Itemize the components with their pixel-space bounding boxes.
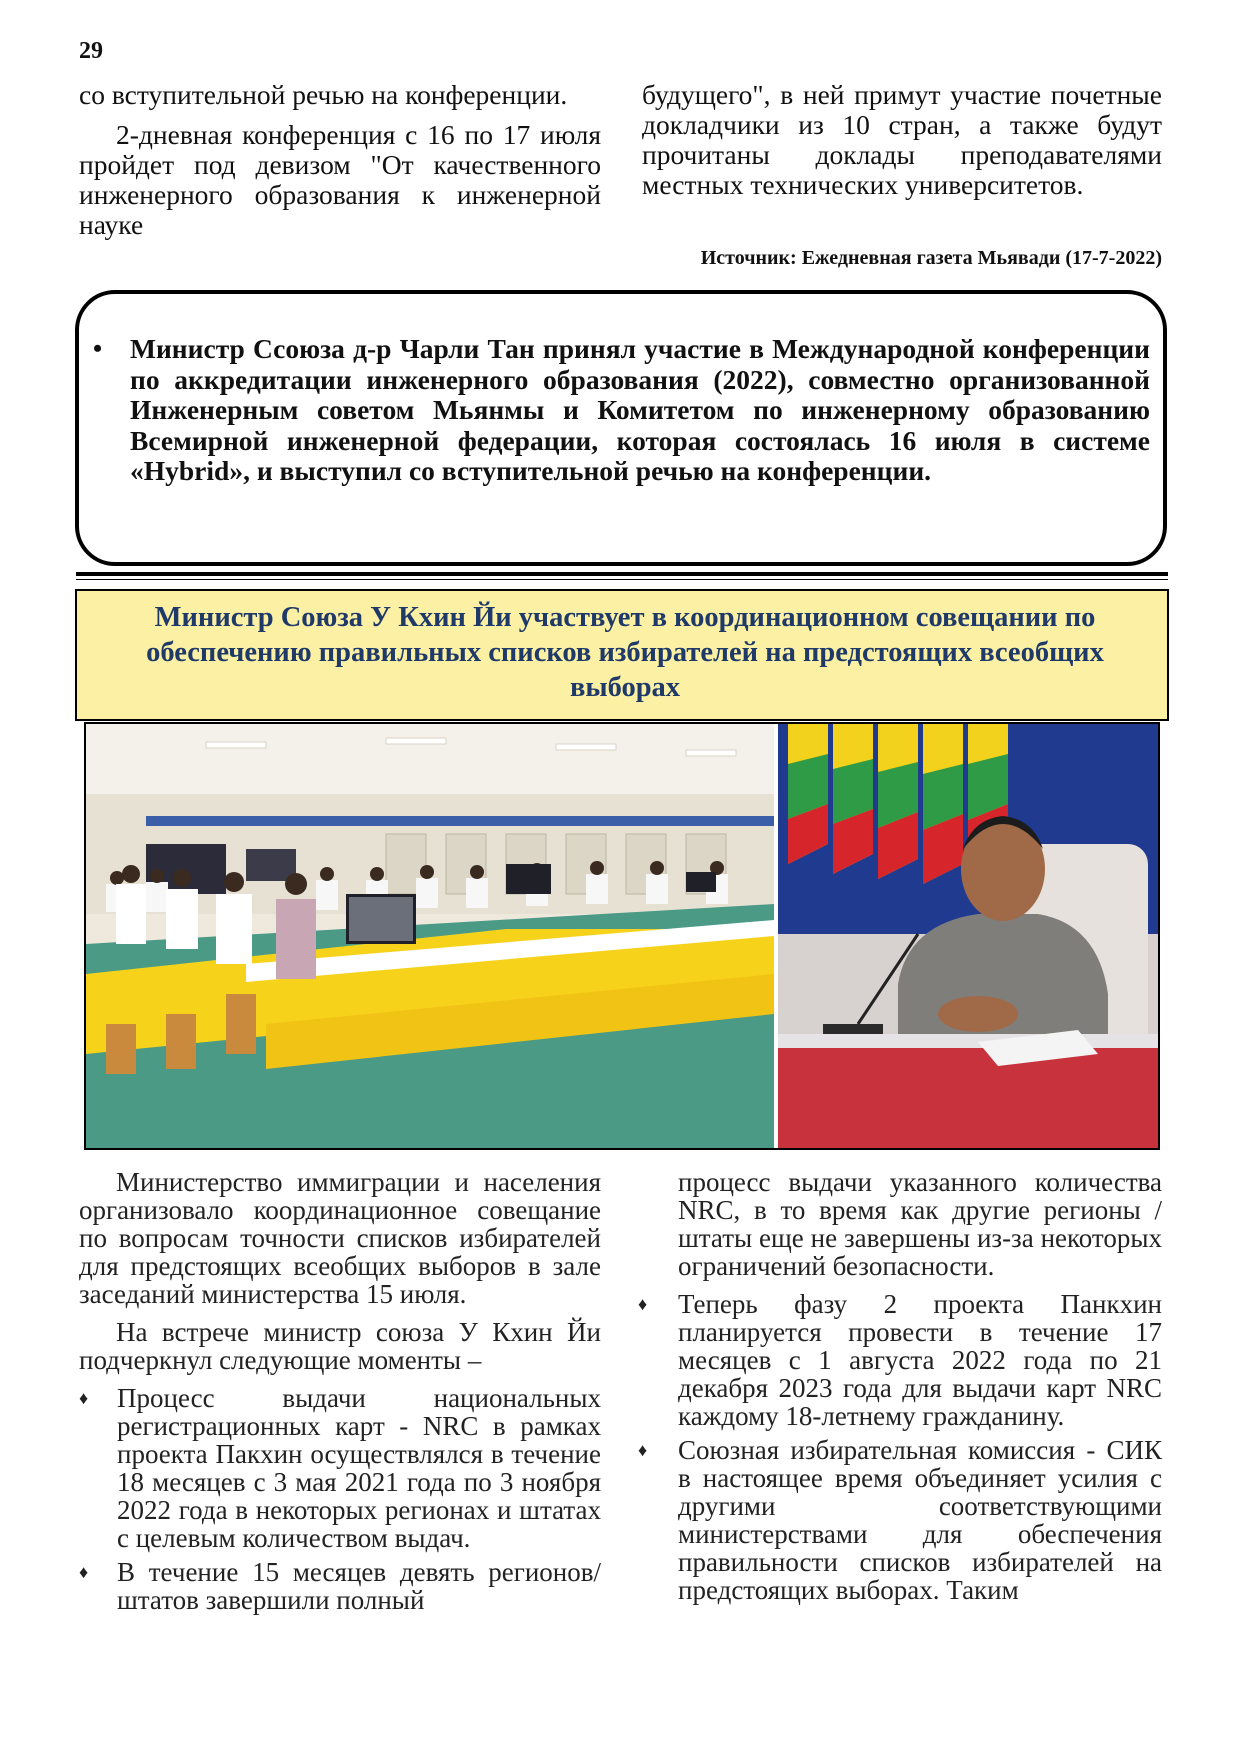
diamond-bullet-icon: ♦ — [79, 1562, 89, 1582]
paragraph: Министерство иммиграции и населения организовало координационное совещание по вопросам точности списков избирателей для предстоящих всеобщих выборов в зале заседаний министерства 15 июля. — [79, 1167, 601, 1309]
bottom-right-column — [638, 1167, 1162, 1610]
minister-photo — [778, 724, 1158, 1148]
paragraph: будущего", в ней примут участие почетные докладчики из 10 стран, а также будут прочитаны доклады преподавателями местных технических университетов. — [642, 79, 1162, 200]
list-item — [79, 1558, 601, 1614]
diamond-bullet-icon: ♦ — [638, 1440, 648, 1460]
paragraph: процесс выдачи указанного количества NRC, в то время как другие регионы /штаты еще не завершены из-за некоторых ограничений безопасности. — [678, 1167, 1162, 1281]
bullet-icon: • — [93, 334, 103, 363]
list-item-text: Процесс выдачи национальных регистрационных карт - NRC в рамках проекта Пакхин осуществлялся в течение 18 месяцев с 3 мая 2021 года по 3 ноября 2022 года в некоторых регионах и штатах с целевым количеством выдач. — [117, 1383, 601, 1553]
divider — [76, 572, 1168, 576]
list-item-text: Теперь фазу 2 проекта Панкхин планируется провести в течение 17 месяцев с 1 августа 2022 года по 21 декабря 2023 года для выдачи карт NRC каждому 18-летнему гражданину. — [678, 1289, 1162, 1431]
list-item — [638, 1435, 1162, 1605]
bottom-left-column — [79, 1168, 601, 1620]
callout-text: Министр Ссоюза д-р Чарли Тан принял участие в Международной конференции по аккредитации инженерного образования (2022), совместно организованной Инженерным советом Мьянмы и Комитетом по инженерному образованию Всемирной инженерной федерации, которая состоялась 16 июля в системе «Hybrid», и выступил со вступительной речью на конференции. — [130, 333, 1150, 486]
paragraph: На встрече министр союза У Кхин Йи подчеркнул следующие моменты – — [79, 1317, 601, 1375]
meeting-hall-photo — [86, 724, 774, 1148]
list-item — [79, 1384, 601, 1552]
source-citation: Источник: Ежедневная газета Мьявади (17-7-2022) — [700, 247, 1162, 269]
top-right-column — [642, 80, 1162, 210]
page-number: 29 — [79, 38, 103, 64]
article-headline: Министр Союза У Кхин Йи участвует в координационном совещании по обеспечению правильных списков избирателей на предстоящих всеобщих выборах — [146, 602, 1104, 703]
paragraph: 2-дневная конференция с 16 по 17 июля пройдет под девизом "От качественного инженерного образования к инженерной науке — [79, 119, 601, 240]
top-left-column — [79, 80, 601, 250]
paragraph: со вступительной речью на конференции. — [79, 79, 568, 110]
divider — [76, 579, 1168, 580]
diamond-bullet-icon: ♦ — [638, 1294, 648, 1314]
list-item-text: В течение 15 месяцев девять регионов/штатов завершили полный — [117, 1557, 601, 1615]
diamond-bullet-icon: ♦ — [79, 1388, 89, 1408]
list-item — [638, 1289, 1162, 1431]
list-item-text: Союзная избирательная комиссия - СИК в настоящее время объединяет усилия с другими соответствующими министерствами для обеспечения правильности списков избирателей на предстоящих выборах. Таким — [678, 1435, 1162, 1605]
